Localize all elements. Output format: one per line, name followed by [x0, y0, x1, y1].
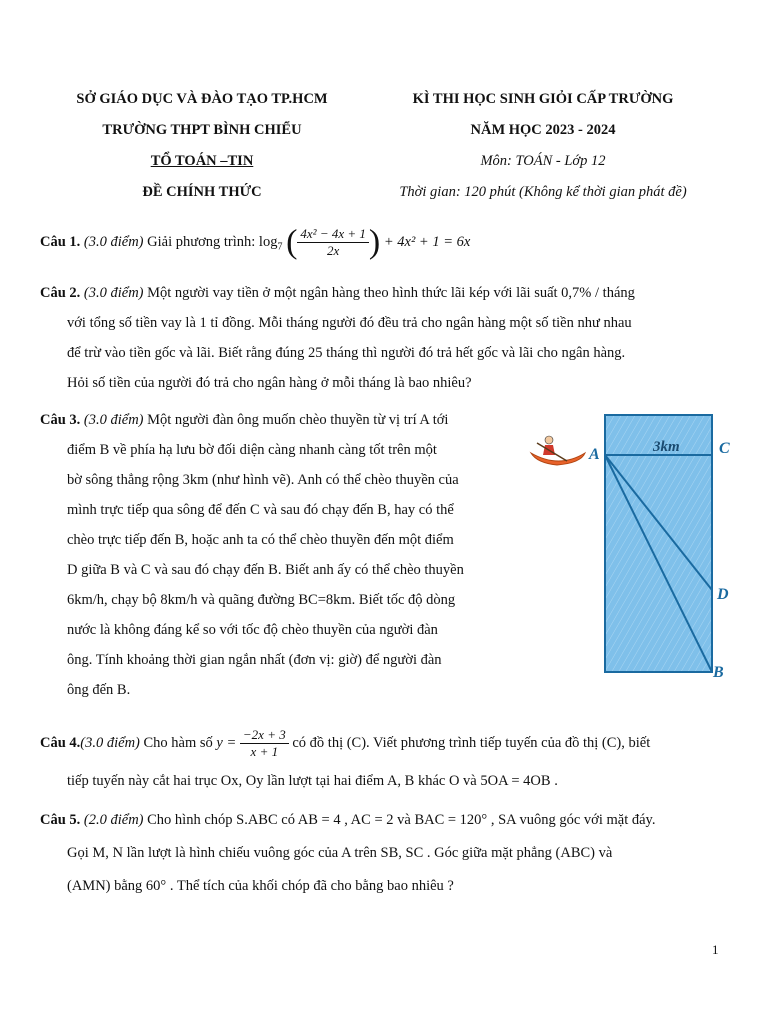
department-name: SỞ GIÁO DỤC VÀ ĐÀO TẠO TP.HCM	[76, 91, 328, 107]
log-symbol: log	[258, 233, 278, 250]
question-4	[40, 727, 725, 796]
question-points: (3.0 điểm)	[80, 734, 140, 751]
question-label: Câu 1.	[40, 233, 81, 250]
function-fraction	[240, 727, 289, 760]
question-label: Câu 3.	[40, 412, 81, 428]
question-text: có đồ thị (C). Viết phương trình tiếp tuyến của đồ thị (C), biết	[292, 734, 651, 751]
question-points: (3.0 điểm)	[83, 233, 144, 250]
question-points: (3.0 điểm)	[83, 285, 144, 301]
question-points: (2.0 điểm)	[83, 812, 144, 828]
question-label: Câu 5.	[40, 812, 81, 828]
label-a: A	[589, 446, 600, 463]
question-points: (3.0 điểm)	[83, 412, 144, 428]
header-right	[374, 88, 712, 212]
question-5	[40, 804, 725, 903]
question-line: ông đến B.	[67, 682, 131, 698]
question-line: Hỏi số tiền của người đó trả cho ngân hàng ở mỗi tháng là bao nhiêu?	[67, 375, 472, 391]
question-text: Giải phương trình:	[147, 233, 256, 250]
fraction-denominator: 2x	[327, 243, 340, 258]
log-base: 7	[277, 241, 283, 253]
question-line: chèo trực tiếp đến B, hoặc anh ta có thể chèo thuyền đến một điểm	[67, 532, 454, 548]
fraction-denominator: x + 1	[250, 744, 279, 759]
fraction-numerator: 4x² − 4x + 1	[297, 226, 368, 243]
log-fraction	[297, 226, 368, 259]
question-text: Cho hàm số	[143, 734, 213, 751]
question-3	[40, 405, 528, 705]
question-line: để trừ vào tiền gốc và lãi. Biết rằng đúng 25 tháng thì người đó trả hết gốc và lãi cho ngân hàng.	[67, 345, 626, 361]
header-left	[52, 88, 352, 212]
boat-icon	[531, 436, 585, 465]
question-line: (AMN) bằng 60° . Thể tích của khối chóp đã cho bằng bao nhiêu ?	[67, 878, 454, 894]
question-line: bờ sông thẳng rộng 3km (như hình vẽ). Anh có thể chèo thuyền của	[67, 472, 459, 488]
question-2	[40, 278, 725, 398]
question-line: tiếp tuyến này cắt hai trục Ox, Oy lần lượt tại hai điểm A, B khác O và 5OA = 4OB .	[67, 773, 558, 789]
page-number: 1	[712, 942, 719, 957]
fraction-numerator: −2x + 3	[240, 727, 289, 744]
exam-name: KÌ THI HỌC SINH GIỎI CẤP TRƯỜNG	[412, 91, 674, 107]
question-label: Câu 2.	[40, 285, 81, 301]
question-line: 6km/h, chạy bộ 8km/h và quãng đường BC=8km. Biết tốc độ dòng	[67, 592, 456, 608]
question-line: Một người đàn ông muốn chèo thuyền từ vị trí A tới	[147, 412, 449, 428]
school-year: NĂM HỌC 2023 - 2024	[470, 122, 616, 138]
question-line: Một người vay tiền ở một ngân hàng theo hình thức lãi kép với lãi suất 0,7% / tháng	[147, 285, 635, 301]
group-name: TỔ TOÁN –TIN	[150, 153, 254, 169]
subject: Môn: TOÁN - Lớp 12	[480, 153, 606, 169]
question-line: D giữa B và C và sau đó chạy đến B. Biết anh ấy có thể chèo thuyền	[67, 562, 464, 578]
time-limit: Thời gian: 120 phút (Không kể thời gian phát đề)	[399, 184, 687, 200]
equation-rest: + 4x² + 1 = 6x	[383, 233, 471, 250]
question-line: Cho hình chóp S.ABC có AB = 4 , AC = 2 và BAC = 120° , SA vuông góc với mặt đáy.	[147, 812, 656, 828]
official-label: ĐỀ CHÍNH THỨC	[142, 184, 262, 200]
label-b: B	[713, 664, 724, 681]
question-label: Câu 4.	[40, 734, 81, 751]
question-line: mình trực tiếp qua sông để đến C và sau đó chạy đến B, hay có thể	[67, 502, 454, 518]
label-distance: 3km	[653, 439, 680, 455]
label-c: C	[719, 440, 730, 457]
question-line: ông. Tính khoảng thời gian ngắn nhất (đơn vị: giờ) để người đàn	[67, 652, 442, 668]
question-line: điểm B về phía hạ lưu bờ đối diện càng nhanh càng tốt trên một	[67, 442, 437, 458]
function-lhs: y =	[216, 734, 237, 751]
question-line: nước là không đáng kể so với tốc độ chèo thuyền của người đàn	[67, 622, 438, 638]
label-d: D	[717, 586, 729, 603]
question-1: Câu 1. (3.0 điểm) Giải phương trình: $\log_7$ ( $\frac{\text{4x² − 4x + 1}}{2x}$ ) + 4x² + 1 = 6x	[40, 223, 471, 261]
question-line: với tổng số tiền vay là 1 tỉ đồng. Mỗi tháng người đó đều trả cho ngân hàng một số tiền như nhau	[67, 315, 632, 331]
river-diagram	[523, 405, 745, 695]
school-name: TRƯỜNG THPT BÌNH CHIỂU	[102, 122, 302, 138]
question-line: Gọi M, N lần lượt là hình chiếu vuông góc của A trên SB, SC . Góc giữa mặt phẳng (ABC) và	[67, 845, 613, 861]
